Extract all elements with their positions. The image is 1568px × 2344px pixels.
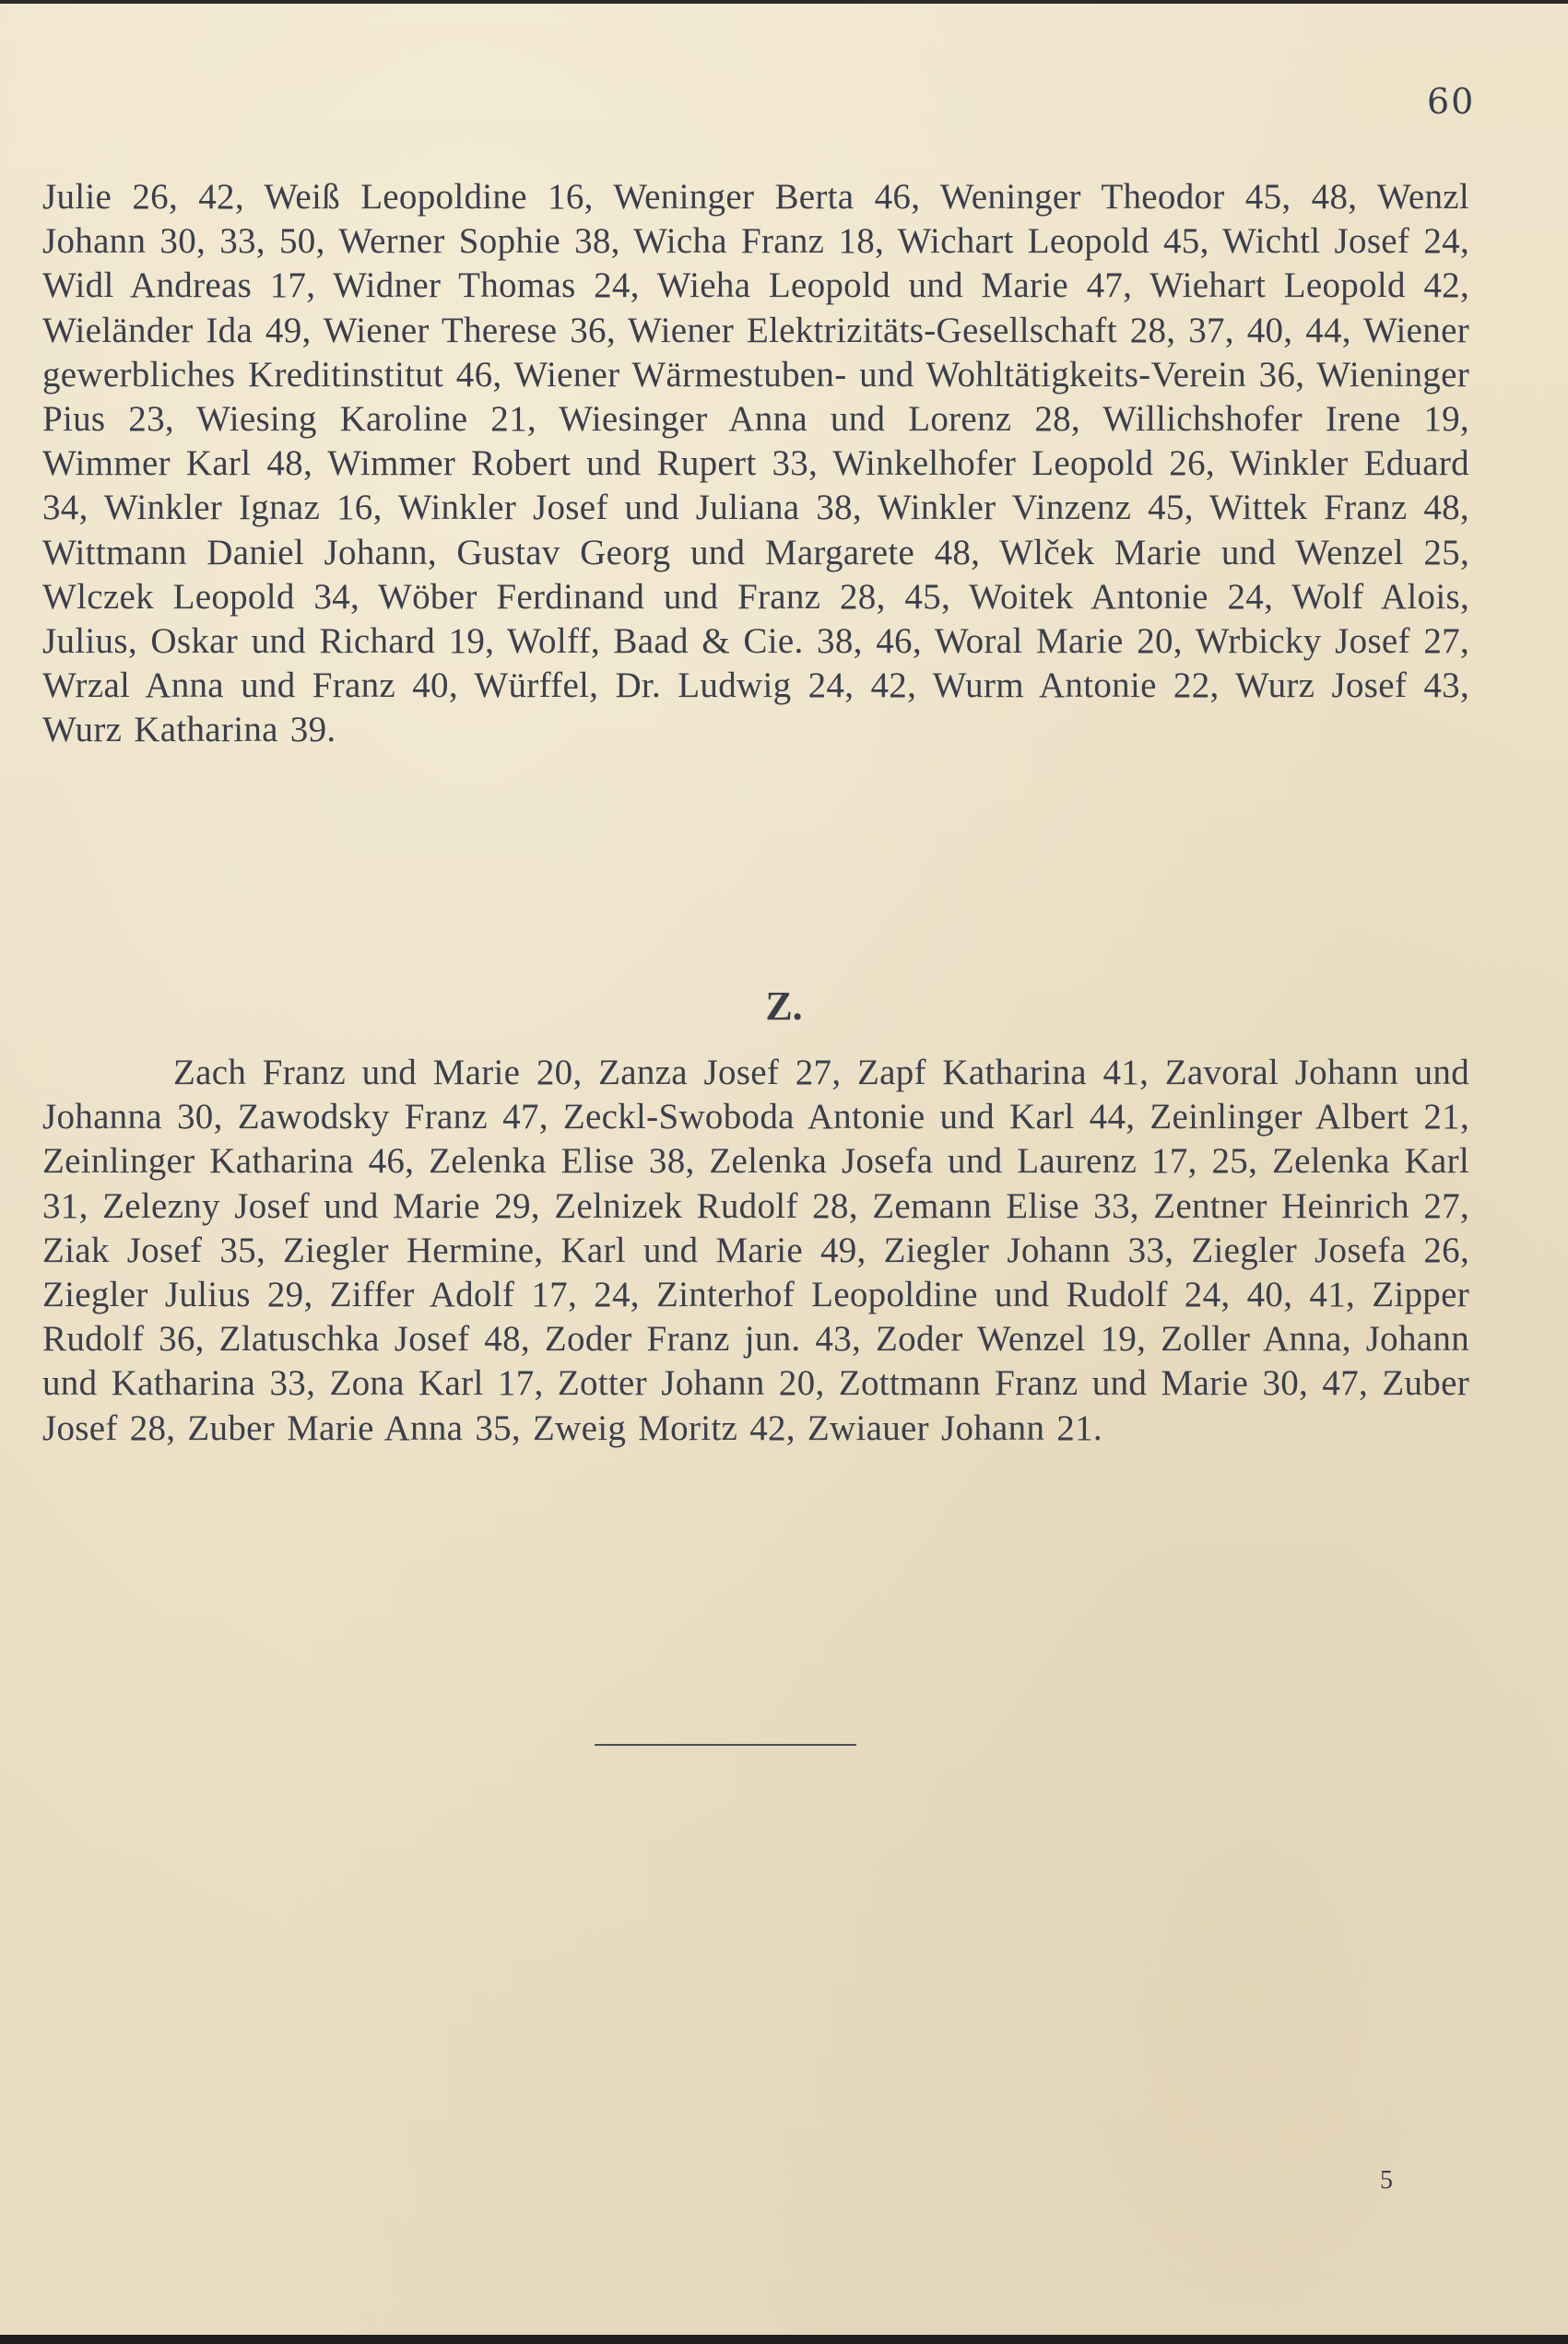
bottom-page-edge bbox=[0, 2335, 1568, 2344]
index-section-w: Julie 26, 42, Weiß Leopoldine 16, Weninger Berta 46, Weninger Theodor 45, 48, Wenzl Johann 30, 33, 50, Werner Sophie 38, Wicha Franz 18, Wichart Leopold 45, Wichtl Josef 24, Widl Andreas 17, Widner Thomas 24, Wieha Leopold und Marie 47, Wiehart Leopold 42, Wieländer Ida 49, Wiener Therese 36, Wiener Elektrizitäts-Gesellschaft 28, 37, 40, 44, Wiener gewerbliches Kreditinstitut 46, Wiener Wärmestuben- und Wohltätigkeits-Verein 36, Wieninger Pius 23, Wiesing Karoline 21, Wiesinger Anna und Lorenz 28, Willichshofer Irene 19, Wimmer Karl 48, Wimmer Robert und Rupert 33, Winkelhofer Leopold 26, Winkler Eduard 34, Winkler Ignaz 16, Winkler Josef und Juliana 38, Winkler Vinzenz 45, Wittek Franz 48, Wittmann Daniel Johann, Gustav Georg und Margarete 48, Wlček Marie und Wenzel 25, Wlczek Leopold 34, Wöber Ferdinand und Franz 28, 45, Woitek Antonie 24, Wolf Alois, Julius, Oskar und Richard 19, Wolff, Baad & Cie. 38, 46, Woral Marie 20, Wrbicky Josef 27, Wrzal Anna und Franz 40, Würffel, Dr. Ludwig 24, 42, Wurm Antonie 22, Wurz Josef 43, Wurz Katharina 39. bbox=[42, 177, 1469, 750]
end-rule-divider bbox=[595, 1744, 856, 1746]
page-number: 60 bbox=[1427, 81, 1476, 122]
top-page-edge bbox=[0, 0, 1568, 4]
index-section-z: Zach Franz und Marie 20, Zanza Josef 27, Zapf Katharina 41, Zavoral Johann und Johanna 30, Zawodsky Franz 47, Zeckl-Swoboda Antonie und Karl 44, Zeinlinger Albert 21, Zeinlinger Katharina 46, Zelenka Elise 38, Zelenka Josefa und Laurenz 17, 25, Zelenka Karl 31, Zelezny Josef und Marie 29, Zelnizek Rudolf 28, Zemann Elise 33, Zentner Heinrich 27, Ziak Josef 35, Ziegler Hermine, Karl und Marie 49, Ziegler Johann 33, Ziegler Josefa 26, Ziegler Julius 29, Ziffer Adolf 17, 24, Zinterhof Leopoldine und Rudolf 24, 40, 41, Zipper Rudolf 36, Zlatuschka Josef 48, Zoder Franz jun. 43, Zoder Wenzel 19, Zoller Anna, Johann und Katharina 33, Zona Karl 17, Zotter Johann 20, Zottmann Franz und Marie 30, 47, Zuber Josef 28, Zuber Marie Anna 35, Zweig Moritz 42, Zwiauer Johann 21. bbox=[42, 1053, 1469, 1448]
printer-signature-mark: 5 bbox=[1380, 2166, 1393, 2195]
section-heading-z: Z. bbox=[765, 984, 803, 1029]
